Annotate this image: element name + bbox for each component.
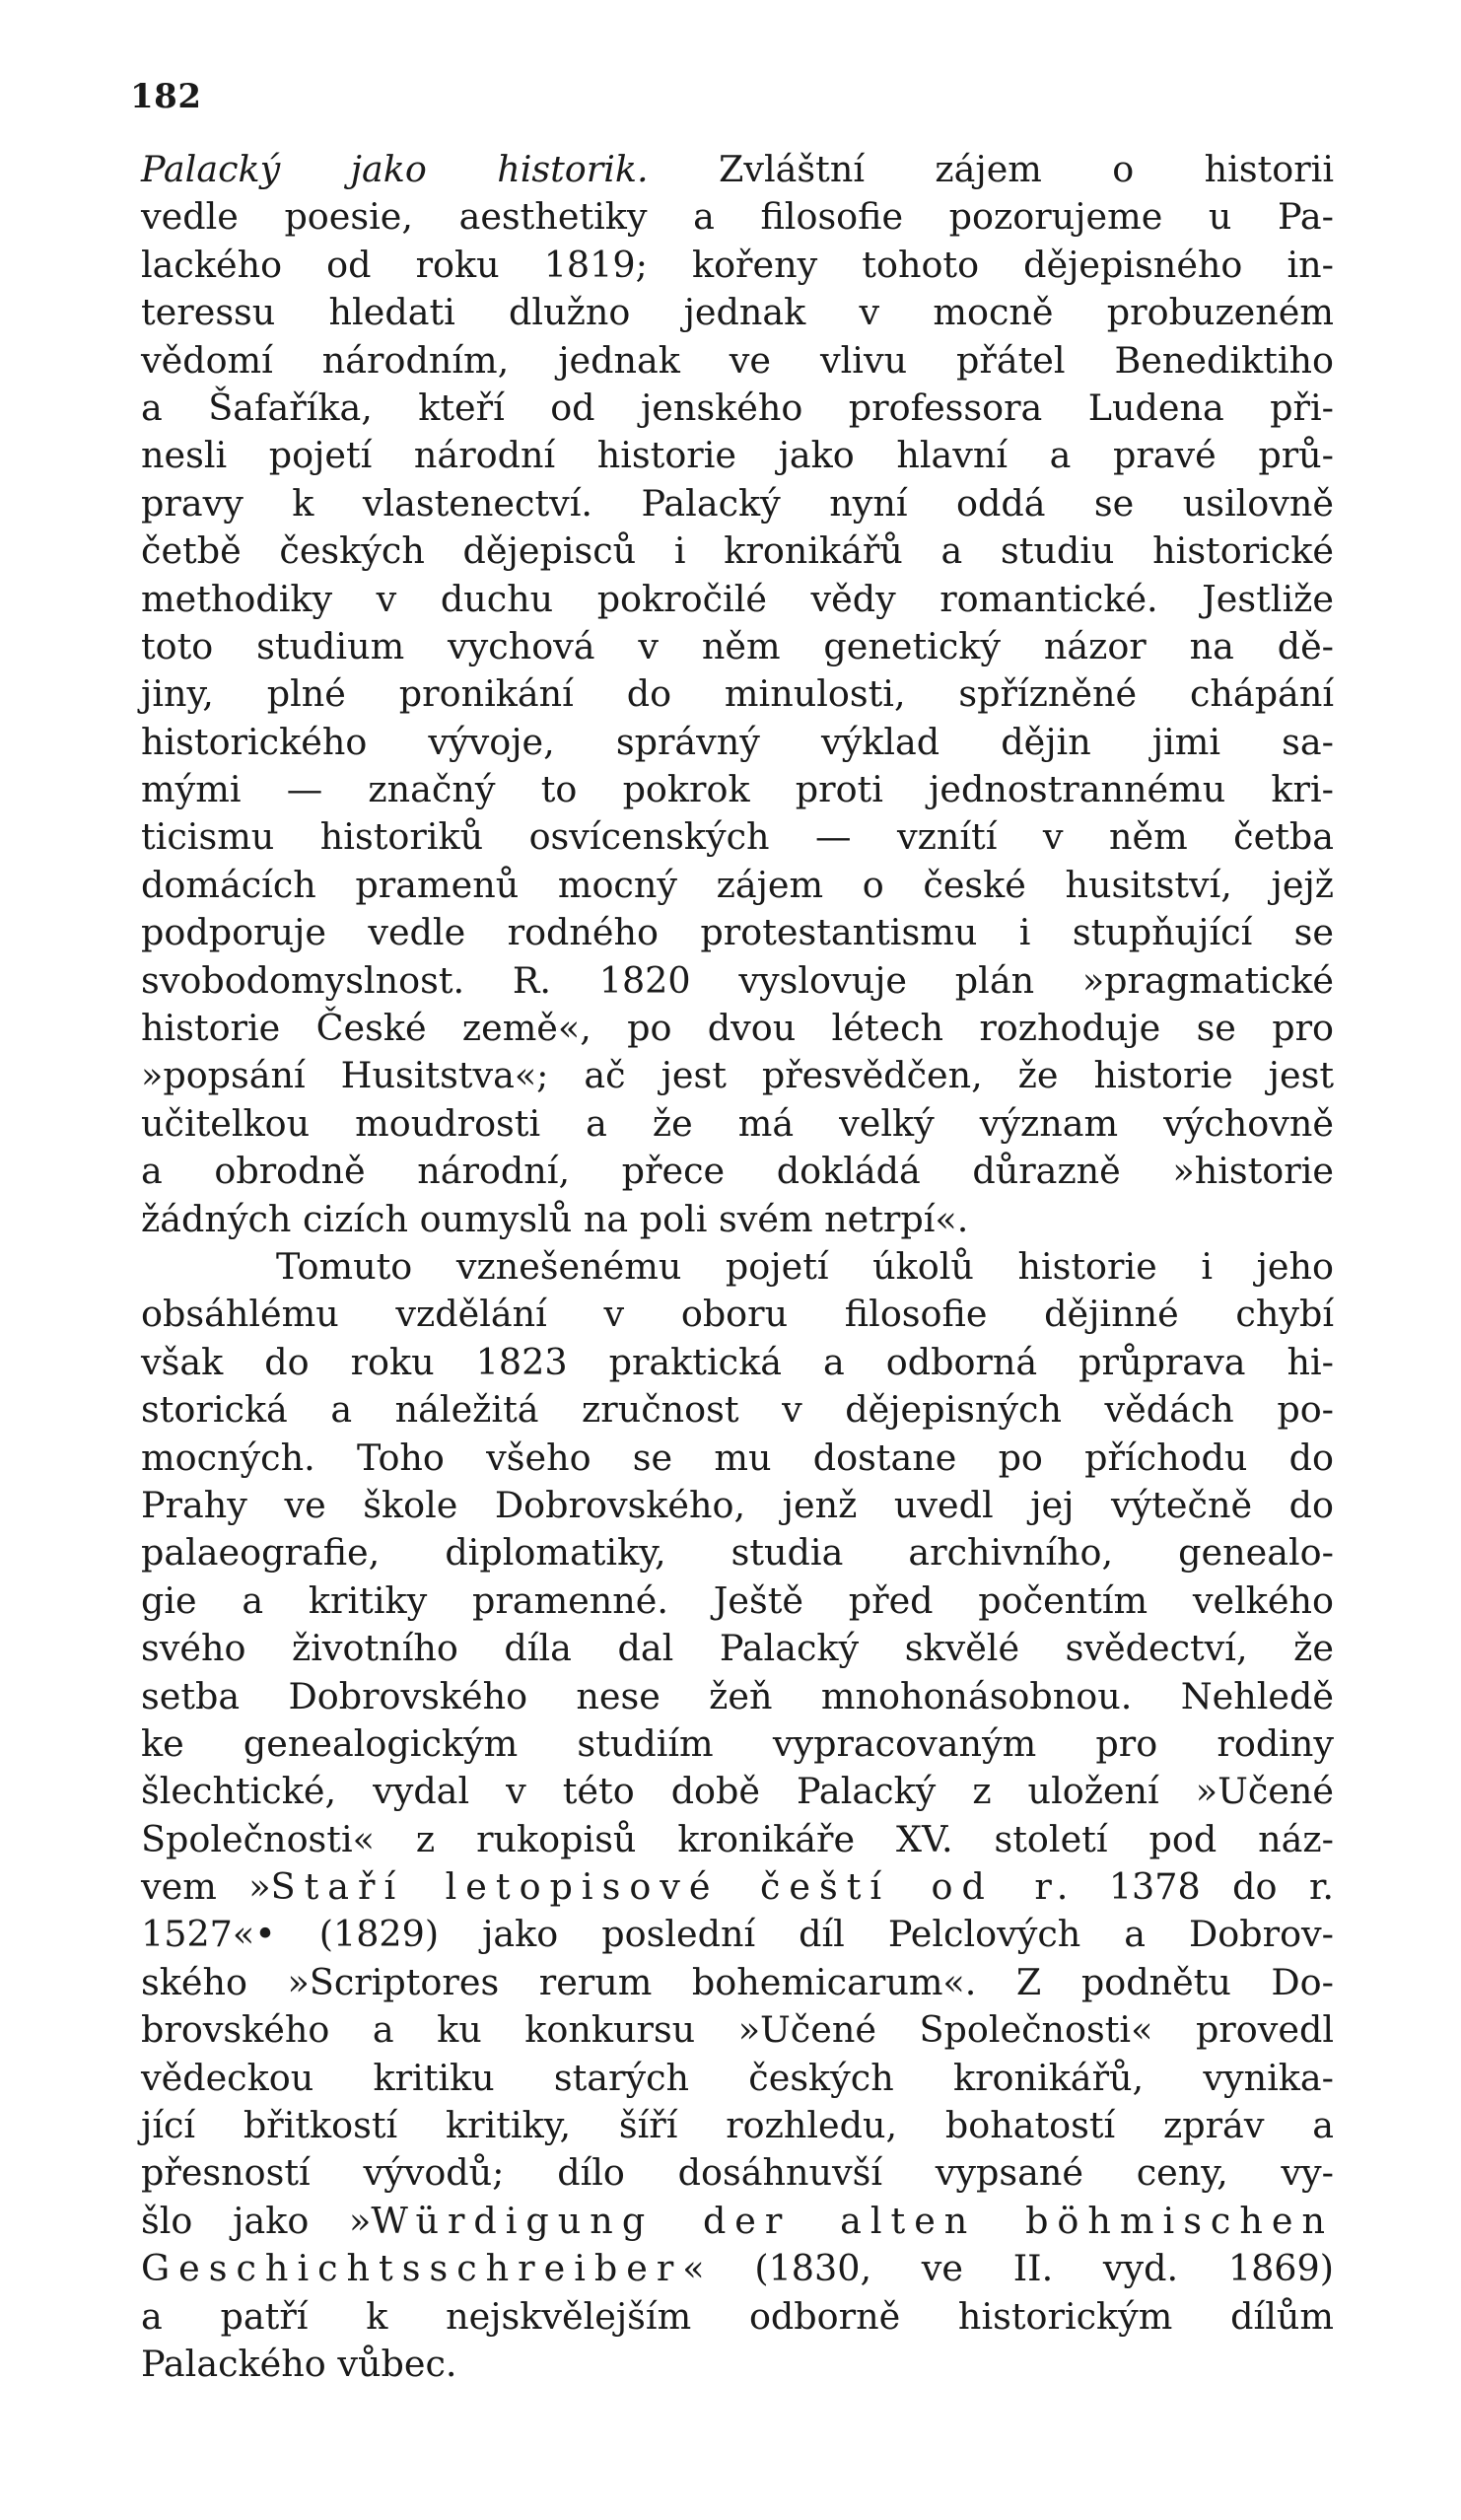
line-text: ke genealogickým studiím vypracovaným pro rodiny <box>141 1721 1334 1765</box>
text-line <box>141 146 1334 193</box>
line-text: ticismu historiků osvícenských — vznítí v něm četba <box>141 815 1334 859</box>
line-text: podporuje vedle rodného protestantismu i stupňující se <box>141 911 1334 954</box>
text-line <box>141 2293 1334 2341</box>
text-line <box>141 2341 1334 2388</box>
line-text: 1527«• (1829) jako poslední díl Pelclových a Dobrov- <box>141 1913 1334 1956</box>
text-line <box>141 1720 1334 1768</box>
line-text: Tomuto vznešenému pojetí úkolů historie i jeho <box>276 1244 1334 1288</box>
text-line <box>141 623 1334 670</box>
line-text: toto studium vychová v něm genetický názor na dě- <box>141 624 1334 667</box>
page-number: 182 <box>130 77 202 116</box>
text-line <box>141 813 1334 861</box>
text-line <box>141 1339 1334 1386</box>
line-text: učitelkou moudrosti a že má velký význam výchovně <box>141 1101 1334 1145</box>
line-prefix: šlo jako » <box>141 2199 372 2242</box>
text-line <box>141 242 1334 289</box>
line-text: však do roku 1823 praktická a odborná průprava hi- <box>141 1340 1334 1383</box>
line-text: jiny, plné pronikání do minulosti, spřízněné chápání <box>141 672 1334 716</box>
text-line <box>141 2198 1334 2245</box>
line-text: gie a kritiky pramenné. Ještě před počentím velkého <box>141 1578 1334 1622</box>
line-text: storická a náležitá zručnost v dějepisných vědách po- <box>141 1388 1334 1432</box>
line-text: vědeckou kritiku starých českých kronikářů, vynika- <box>141 2056 1334 2099</box>
text-line <box>141 2149 1334 2197</box>
text-line <box>141 1482 1334 1529</box>
text-line <box>141 1959 1334 2006</box>
text-line <box>141 1816 1334 1863</box>
line-text: šlechtické, vydal v této době Palacký z uložení »Učené <box>141 1770 1334 1813</box>
line-text: četbě českých dějepisců i kronikářů a studiu historické <box>141 529 1334 573</box>
line-text: mými — značný to pokrok proti jednostrannému kri- <box>141 768 1334 811</box>
text-line <box>141 480 1334 527</box>
line-text: obsáhlému vzdělání v oboru filosofie dějinné chybí <box>141 1293 1334 1336</box>
text-line <box>141 1243 1334 1291</box>
text-line <box>141 1673 1334 1720</box>
line-text: Palackého vůbec. <box>141 2342 457 2385</box>
line-text: a patří k nejskvělejším odborně historickým dílům <box>141 2294 1334 2338</box>
line-text: mocných. Toho všeho se mu dostane po příchodu do <box>141 1435 1334 1479</box>
line-text: teressu hledati dlužno jednak v mocně probuzeném <box>141 291 1334 334</box>
line-text: historického vývoje, správný výklad dějin jimi sa- <box>141 720 1334 763</box>
text-line <box>141 1052 1334 1099</box>
text-line <box>141 1577 1334 1625</box>
line-text: Prahy ve škole Dobrovského, jenž uvedl jej výtečně do <box>141 1483 1334 1526</box>
line-text: přesností vývodů; dílo dosáhnuvší vypsané ceny, vy- <box>141 2151 1334 2195</box>
line-text: svého životního díla dal Palacký skvělé svědectví, že <box>141 1627 1334 1670</box>
spaced-title: Geschichtsschreiber <box>141 2247 683 2290</box>
text-line <box>141 432 1334 479</box>
text-line <box>141 2102 1334 2149</box>
line-text: brovského a ku konkursu »Učené Společnosti« provedl <box>141 2008 1334 2052</box>
line-text: Zvláštní zájem o historii <box>648 148 1334 190</box>
line-text: pravy k vlastenectví. Palacký nyní oddá se usilovně <box>141 481 1334 525</box>
text-line <box>141 527 1334 575</box>
text-line <box>141 1625 1334 1672</box>
text-line <box>141 670 1334 718</box>
text-line <box>141 1529 1334 1576</box>
line-text: a obrodně národní, přece dokládá důrazně »historie <box>141 1150 1334 1193</box>
line-text: vědomí národním, jednak ve vlivu přátel Benediktiho <box>141 338 1334 382</box>
text-line <box>141 1148 1334 1195</box>
line-text: historie České země«, po dvou létech rozhoduje se pro <box>141 1007 1334 1050</box>
line-text: « (1830, ve II. vyd. 1869) <box>682 2247 1334 2290</box>
text-line <box>141 1100 1334 1148</box>
text-line <box>141 1196 1334 1243</box>
line-text: žádných cizích oumyslů na poli svém netrpí«. <box>141 1197 969 1240</box>
body-text <box>141 146 1334 2388</box>
line-text: nesli pojetí národní historie jako hlavní a pravé prů- <box>141 434 1334 477</box>
text-line <box>141 337 1334 385</box>
text-line <box>141 289 1334 336</box>
line-text: a Šafaříka, kteří od jenského professora Ludena při- <box>141 385 1334 429</box>
text-line <box>141 1768 1334 1815</box>
line-text: setba Dobrovského nese žeň mnohonásobnou. Nehledě <box>141 1674 1334 1717</box>
text-line <box>141 909 1334 956</box>
spaced-title: Würdigung der alten böhmischen <box>371 2199 1334 2242</box>
text-line <box>141 1435 1334 1482</box>
text-line <box>141 193 1334 241</box>
text-line <box>141 576 1334 623</box>
line-text: methodiky v duchu pokročilé vědy romantické. Jestliže <box>141 577 1334 620</box>
text-line <box>141 719 1334 766</box>
line-text: vedle poesie, aesthetiky a filosofie pozorujeme u Pa- <box>141 195 1334 239</box>
line-text: svobodomyslnost. R. 1820 vyslovuje plán »pragmatické <box>141 958 1334 1002</box>
text-line <box>141 1005 1334 1052</box>
line-text: 1378 do r. <box>1077 1865 1335 1909</box>
text-line <box>141 2055 1334 2102</box>
spaced-title: Staří letopisové čeští od r. <box>270 1865 1078 1909</box>
text-line <box>141 2245 1334 2292</box>
text-line <box>141 2006 1334 2054</box>
text-line <box>141 385 1334 432</box>
line-text: »popsání Husitstva«; ač jest přesvědčen, že historie jest <box>141 1054 1334 1097</box>
section-heading: Palacký jako historik. <box>141 148 649 190</box>
text-line <box>141 1291 1334 1338</box>
text-line <box>141 862 1334 909</box>
line-text: jící břitkostí kritiky, šíří rozhledu, bohatostí zpráv a <box>141 2104 1334 2147</box>
line-text: domácích pramenů mocný zájem o české husitství, jejž <box>141 863 1334 906</box>
text-line <box>141 1863 1334 1911</box>
text-line <box>141 1386 1334 1434</box>
text-line <box>141 766 1334 813</box>
line-text: Společnosti« z rukopisů kronikáře XV. století pod náz- <box>141 1817 1334 1860</box>
line-text: ského »Scriptores rerum bohemicarum«. Z podnětu Do- <box>141 1960 1334 2003</box>
text-line <box>141 1911 1334 1958</box>
line-text: palaeografie, diplomatiky, studia archivního, genealo- <box>141 1531 1334 1575</box>
text-line <box>141 957 1334 1005</box>
line-text: lackého od roku 1819; kořeny tohoto dějepisného in- <box>141 243 1334 286</box>
line-prefix: vem » <box>141 1865 271 1909</box>
